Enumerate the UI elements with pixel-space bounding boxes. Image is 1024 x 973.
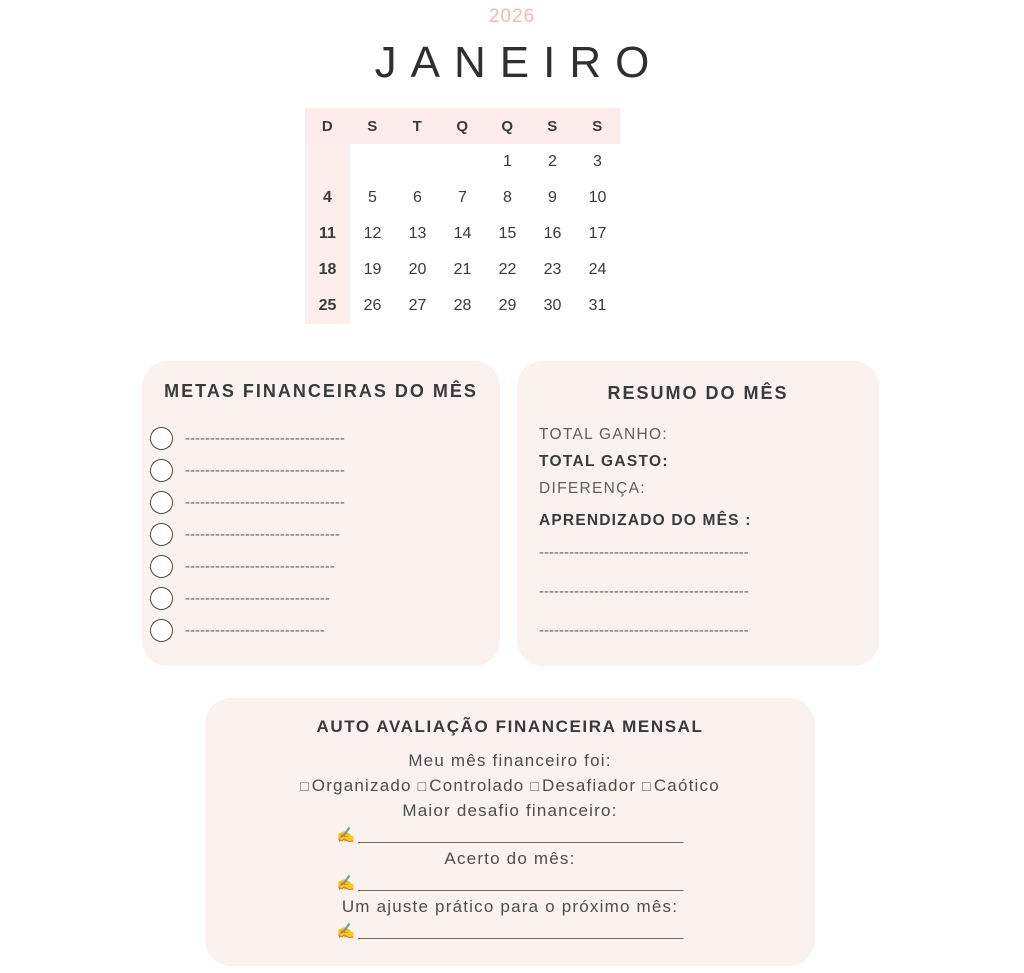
calendar-day: 15 bbox=[498, 225, 517, 242]
pen-icon: ✍ bbox=[336, 827, 356, 844]
calendar-day: 11 bbox=[305, 216, 350, 252]
calendar-day: 21 bbox=[453, 261, 472, 278]
year-label: 2026 bbox=[488, 6, 536, 27]
weekday-header: D bbox=[305, 108, 350, 144]
goal-write-line: -------------------------------- bbox=[185, 429, 345, 447]
question-month-win: Acerto do mês: bbox=[444, 849, 576, 868]
calendar-day: 14 bbox=[453, 225, 472, 242]
weekday-header: Q bbox=[440, 108, 485, 144]
financial-goals-card bbox=[142, 361, 500, 666]
option-label-desafiador[interactable]: Desafiador bbox=[542, 776, 637, 795]
calendar-day: 4 bbox=[305, 180, 350, 216]
calendar-day: 22 bbox=[498, 261, 517, 278]
calendar-week-row bbox=[305, 216, 620, 252]
calendar-week-row bbox=[305, 288, 620, 324]
learning-write-line: ------------------------------------------ bbox=[539, 583, 749, 600]
calendar-day: 31 bbox=[588, 297, 607, 314]
calendar-week-row bbox=[305, 144, 620, 180]
answer-write-line: _______________________________________ bbox=[358, 922, 684, 940]
calendar-day: 3 bbox=[593, 153, 602, 170]
goals-list bbox=[142, 422, 500, 646]
pen-icon: ✍ bbox=[336, 875, 356, 892]
circle-checkbox-icon[interactable] bbox=[150, 587, 173, 610]
page-title: JANEIRO bbox=[374, 38, 664, 87]
circle-checkbox-icon[interactable] bbox=[150, 427, 173, 450]
calendar-day: 23 bbox=[543, 261, 562, 278]
calendar-day: 19 bbox=[363, 261, 382, 278]
calendar-day: 9 bbox=[548, 189, 557, 206]
calendar-day: 2 bbox=[548, 153, 557, 170]
circle-checkbox-icon[interactable] bbox=[150, 555, 173, 578]
calendar-header-row bbox=[305, 108, 620, 144]
calendar-day: 25 bbox=[305, 288, 350, 324]
calendar-day: 30 bbox=[543, 297, 562, 314]
summary-body bbox=[517, 404, 879, 639]
option-label-controlado[interactable]: Controlado bbox=[429, 776, 525, 795]
goal-write-line: ---------------------------- bbox=[185, 621, 325, 639]
monthly-summary-card bbox=[517, 361, 879, 666]
goal-write-line: -------------------------------- bbox=[185, 493, 345, 511]
calendar-week-row bbox=[305, 252, 620, 288]
answer-write-line: _______________________________________ bbox=[358, 874, 684, 892]
list-item[interactable] bbox=[142, 486, 500, 518]
circle-checkbox-icon[interactable] bbox=[150, 459, 173, 482]
weekday-header: S bbox=[530, 108, 575, 144]
weekday-header: T bbox=[395, 108, 440, 144]
calendar-day-empty bbox=[395, 144, 440, 180]
total-spent-label: TOTAL GASTO: bbox=[539, 453, 669, 470]
weekday-header: S bbox=[350, 108, 395, 144]
summary-card-title: RESUMO DO MÊS bbox=[607, 383, 789, 403]
calendar-day: 13 bbox=[408, 225, 427, 242]
self-evaluation-body bbox=[205, 737, 815, 940]
mood-options-row bbox=[223, 776, 797, 796]
list-item[interactable] bbox=[142, 454, 500, 486]
circle-checkbox-icon[interactable] bbox=[150, 523, 173, 546]
learning-write-line: ------------------------------------------ bbox=[539, 544, 749, 561]
calendar-day-empty bbox=[350, 144, 395, 180]
goal-write-line: ------------------------------ bbox=[185, 557, 335, 575]
calendar-day: 28 bbox=[453, 297, 472, 314]
calendar-grid bbox=[305, 108, 620, 324]
calendar-day: 17 bbox=[588, 225, 607, 242]
self-evaluation-card bbox=[205, 698, 815, 966]
weekday-header: S bbox=[575, 108, 620, 144]
pen-icon: ✍ bbox=[336, 923, 356, 940]
goal-write-line: -------------------------------- bbox=[185, 461, 345, 479]
circle-checkbox-icon[interactable] bbox=[150, 491, 173, 514]
checkbox-desafiador[interactable]: □ bbox=[530, 778, 541, 794]
list-item[interactable] bbox=[142, 550, 500, 582]
calendar-day: 18 bbox=[305, 252, 350, 288]
option-label-caotico[interactable]: Caótico bbox=[653, 776, 720, 795]
goal-write-line: ------------------------------- bbox=[185, 525, 340, 543]
answer-write-line: _______________________________________ bbox=[358, 826, 684, 844]
calendar-day: 8 bbox=[503, 189, 512, 206]
goal-write-line: ----------------------------- bbox=[185, 589, 330, 607]
calendar-day: 29 bbox=[498, 297, 517, 314]
calendar-day: 12 bbox=[363, 225, 382, 242]
self-evaluation-title: AUTO AVALIAÇÃO FINANCEIRA MENSAL bbox=[316, 717, 704, 736]
difference-label: DIFERENÇA: bbox=[539, 480, 646, 497]
total-earned-label: TOTAL GANHO: bbox=[539, 426, 668, 443]
list-item[interactable] bbox=[142, 518, 500, 550]
answer-row-challenge[interactable] bbox=[223, 826, 797, 844]
option-label-organizado[interactable]: Organizado bbox=[311, 776, 412, 795]
list-item[interactable] bbox=[142, 582, 500, 614]
weekday-header: Q bbox=[485, 108, 530, 144]
calendar-day-empty bbox=[305, 144, 350, 180]
calendar-week-row bbox=[305, 180, 620, 216]
calendar-day: 26 bbox=[363, 297, 382, 314]
question-next-month-adjustment: Um ajuste prático para o próximo mês: bbox=[341, 897, 679, 916]
checkbox-controlado[interactable]: □ bbox=[417, 778, 428, 794]
circle-checkbox-icon[interactable] bbox=[150, 619, 173, 642]
learning-write-line: ------------------------------------------ bbox=[539, 622, 749, 639]
question-biggest-challenge: Maior desafio financeiro: bbox=[402, 801, 618, 820]
calendar-day: 1 bbox=[503, 153, 512, 170]
calendar-day: 27 bbox=[408, 297, 427, 314]
calendar-day: 6 bbox=[413, 189, 422, 206]
question-month-was: Meu mês financeiro foi: bbox=[408, 751, 612, 770]
calendar-day: 24 bbox=[588, 261, 607, 278]
learning-label: APRENDIZADO DO MÊS : bbox=[539, 512, 752, 529]
list-item[interactable] bbox=[142, 614, 500, 646]
checkbox-organizado[interactable]: □ bbox=[300, 778, 310, 794]
calendar-day-empty bbox=[440, 144, 485, 180]
list-item[interactable] bbox=[142, 422, 500, 454]
calendar-day: 20 bbox=[408, 261, 427, 278]
goals-card-title: METAS FINANCEIRAS DO MÊS bbox=[164, 381, 478, 401]
answer-row-win[interactable] bbox=[223, 874, 797, 892]
calendar-day: 16 bbox=[543, 225, 562, 242]
calendar-day: 5 bbox=[368, 189, 377, 206]
calendar-day: 10 bbox=[588, 189, 607, 206]
checkbox-caotico[interactable]: □ bbox=[642, 778, 652, 794]
answer-row-adjustment[interactable] bbox=[223, 922, 797, 940]
calendar-day: 7 bbox=[458, 189, 467, 206]
